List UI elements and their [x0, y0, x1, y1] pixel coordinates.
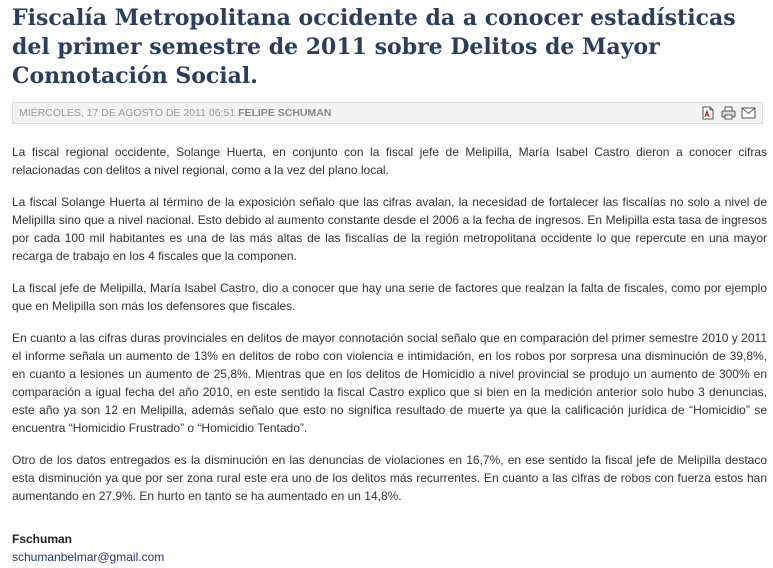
article-author: FELIPE SCHUMAN	[238, 107, 332, 119]
print-icon[interactable]	[720, 105, 736, 121]
article-tools	[700, 105, 756, 121]
article-date: MIÉRCOLES, 17 DE AGOSTO DE 2011 06:51	[19, 107, 236, 119]
article-meta	[19, 107, 331, 119]
email-icon[interactable]	[740, 105, 756, 121]
signature-email-link[interactable]: schumanbelmar@gmail.com	[12, 550, 165, 564]
article-meta-bar	[12, 102, 763, 124]
article-title: Fiscalía Metropolitana occidente da a conocer estadísticas del primer semestre de 2011 sobre Delitos de Mayor Connotación Social.	[12, 5, 736, 89]
article-paragraph: La fiscal regional occidente, Solange Huerta, en conjunto con la fiscal jefe de Melipilla, María Isabel Castro dieron a conocer cifras relacionadas con delitos a nivel regional, como a la vez del plano local.	[12, 145, 767, 177]
article-paragraph: La fiscal Solange Huerta al término de la exposición señalo que las cifras avalan, la necesidad de fortalecer las fiscalías no solo a nivel de Melipilla sino que a nivel nacional. Esto debido al aumento constante desde el 2006 a la fecha de ingresos. En Melipilla esta tasa de ingresos por cada 100 mil habitantes es una de las más altas de las fiscalías de la región metropolitana occidente lo que repercute en una mayor recarga de trabajo en los 4 fiscales que la componen.	[12, 195, 767, 263]
article-body	[12, 143, 767, 519]
pdf-icon[interactable]	[700, 105, 716, 121]
article-paragraph: En cuanto a las cifras duras provinciales en delitos de mayor connotación social señalo que en comparación del primer semestre 2010 y 2011 el informe señala un aumento de 13% en delitos de robo con violencia e intimidación, en los robos por sorpresa una disminución de 39,8%, en cuanto a lesiones un aumento de 25,8%. Mientras que en los delitos de Homicidio a nivel provincial se produjo un aumento de 300% en comparación a igual fecha del año 2010, en este sentido la fiscal Castro explico que si bien en la medición anterior solo hubo 3 denuncias, este año ya son 12 en Melipilla, además señalo que esto no significa resultado de muerte ya que la calificación jurídica de “Homicidio” se encuentra “Homicidio Frustrado” o “Homicidio Tentado”.	[12, 331, 767, 435]
signature-name: Fschuman	[12, 532, 73, 546]
article-paragraph: Otro de los datos entregados es la disminución en las denuncias de violaciones en 16,7%, en ese sentido la fiscal jefe de Melipilla destaco esta disminución ya que por ser zona rural este era uno de los delitos más recurrentes. En cuanto a las cifras de robos con fuerza estos han aumentando en 27,9%. En hurto en tanto se ha aumentado en un 14,8%.	[12, 453, 767, 503]
article-paragraph: La fiscal jefe de Melipilla, María Isabel Castro, dio a conocer que hay una serie de factores que realzan la falta de fiscales, como por ejemplo que en Melipilla son más los defensores que fiscales.	[12, 281, 767, 313]
